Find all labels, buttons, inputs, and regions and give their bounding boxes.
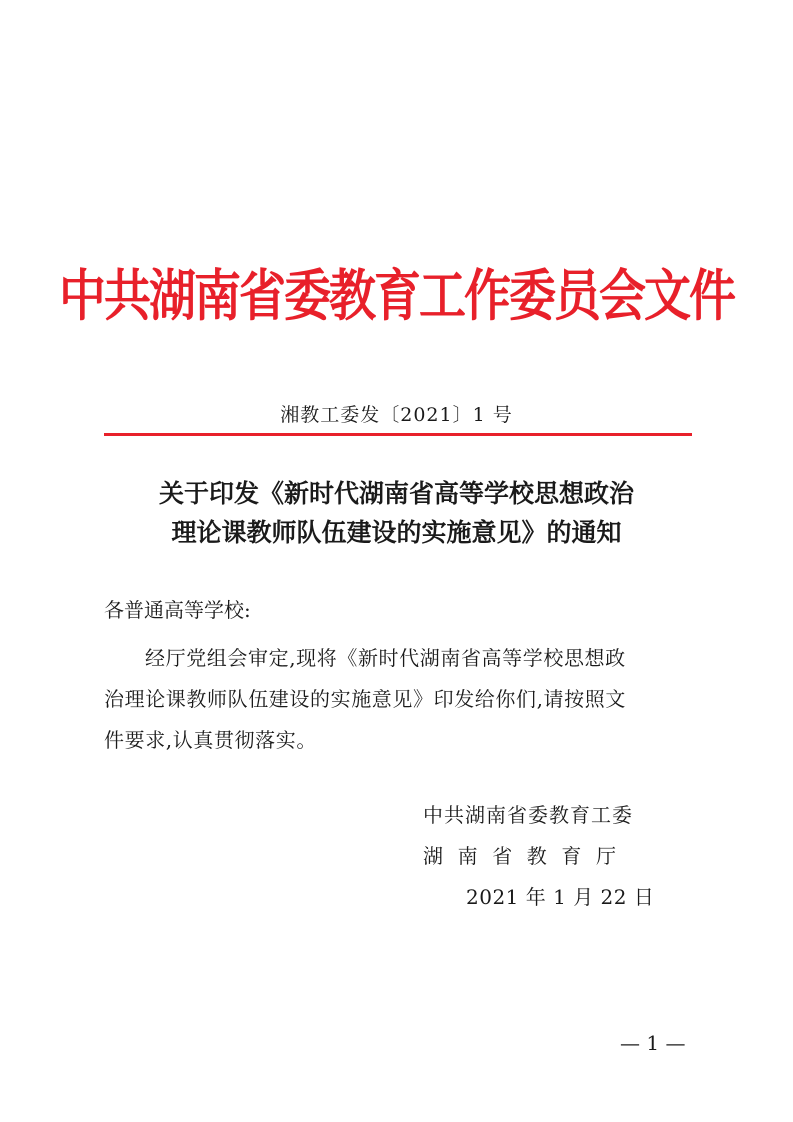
page-number: — 1 —: [620, 1031, 686, 1055]
document-title: [0, 474, 793, 552]
body-paragraph-line-3: 件要求,认真贯彻落实。: [104, 728, 317, 752]
document-title-line-1: 关于印发《新时代湖南省高等学校思想政治: [158, 479, 634, 508]
signature-date: 2021 年 1 月 22 日: [466, 885, 655, 909]
signature-org-department: 湖南省教育厅: [423, 844, 631, 868]
signature-org-committee: 中共湖南省委教育工委: [423, 803, 633, 827]
document-title-line-2: 理论课教师队伍建设的实施意见》的通知: [171, 518, 622, 547]
red-divider-rule: [104, 433, 692, 436]
salutation: 各普通高等学校:: [104, 598, 251, 622]
body-paragraph-line-2: 治理论课教师队伍建设的实施意见》印发给你们,请按照文: [104, 687, 626, 711]
document-masthead: 中共湖南省委教育工作委员会文件: [59, 264, 734, 330]
document-number: 湘教工委发〔2021〕1 号: [280, 404, 513, 426]
body-paragraph-line-1: 经厅党组会审定,现将《新时代湖南省高等学校思想政: [145, 646, 626, 670]
